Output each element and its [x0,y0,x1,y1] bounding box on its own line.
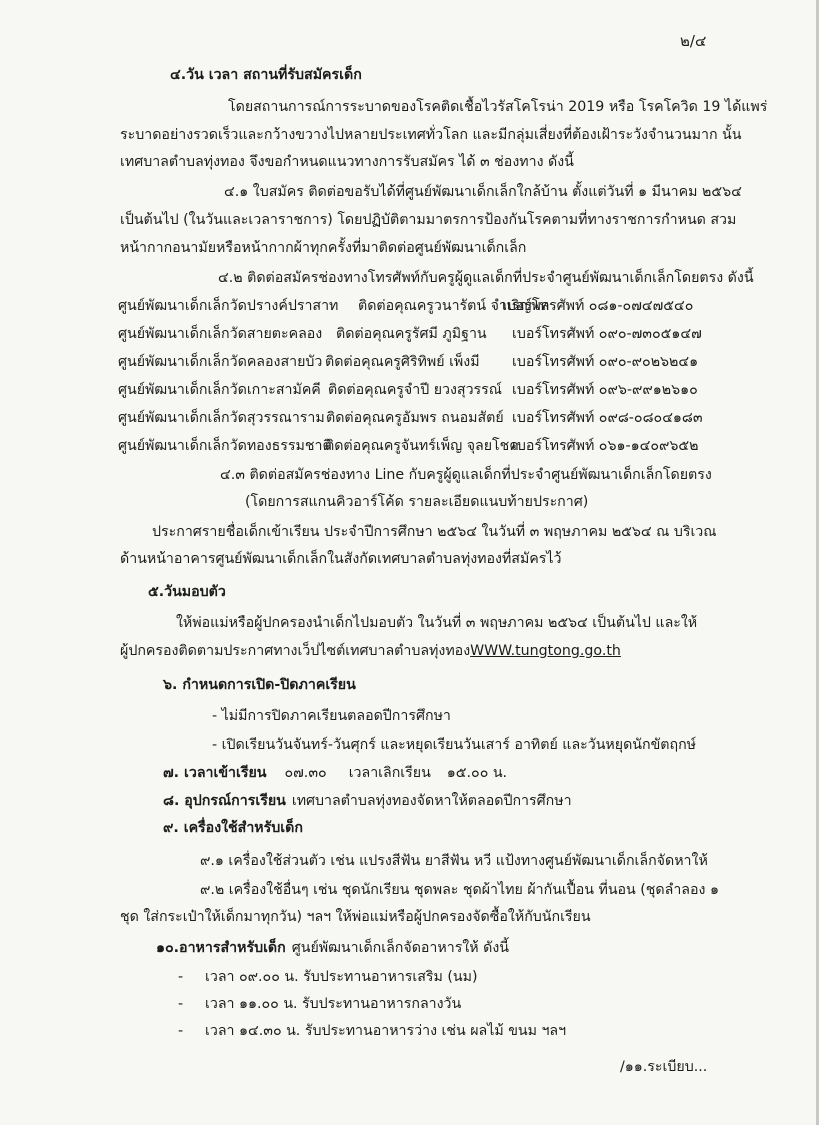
center-row-phone: เบอร์โทรศัพท์ ๐๙๖-๙๙๑๒๖๑๐ [512,382,698,398]
s4-3-line-2: (โดยการสแกนคิวอาร์โค้ด รายละเอียดแนบท้ายประกาศ) [245,494,589,510]
center-row-phone: เบอร์โทรศัพท์ ๐๖๑-๑๔๐๙๖๕๒ [512,438,699,454]
center-row-center: ศูนย์พัฒนาเด็กเล็กวัดทองธรรมชาติ [118,438,332,454]
meal-item: เวลา ๐๙.๐๐ น. รับประทานอาหารเสริม (นม) [205,969,478,985]
page-number: ๒/๔ [680,32,707,50]
s6-item-1: - ไม่มีการปิดภาคเรียนตลอดปีการศึกษา [212,708,451,724]
center-row-phone: เบอร์โทรศัพท์ ๐๙๐-๗๓๐๕๑๔๗ [512,326,702,342]
section-5-heading: ๕.วันมอบตัว [148,584,226,600]
center-row-phone: เบอร์โทรศัพท์ ๐๘๑-๐๗๔๗๕๔๐ [502,298,694,314]
s6-item-2: - เปิดเรียนวันจันทร์-วันศุกร์ และหยุดเรียนวันเสาร์ อาทิตย์ และวันหยุดนักขัตฤกษ์ [212,737,697,753]
section-8-row [163,792,572,810]
meal-item: เวลา ๑๔.๓๐ น. รับประทานอาหารว่าง เช่น ผลไม้ ขนม ฯลฯ [205,1023,567,1039]
section-10-subtitle: ศูนย์พัฒนาเด็กเล็กจัดอาหารให้ ดังนี้ [291,940,509,956]
center-row-center: ศูนย์พัฒนาเด็กเล็กวัดสายตะคลอง [118,326,323,342]
center-row-center: ศูนย์พัฒนาเด็กเล็กวัดคลองสายบัว [118,354,323,370]
s9-2-line-1: ๙.๒ เครื่องใช้อื่นๆ เช่น ชุดนักเรียน ชุดพละ ชุดผ้าไทย ผ้ากันเปื้อน ที่นอน (ชุดลำลอง ๑ [200,882,719,898]
s4-2-intro: ๔.๒ ติดต่อสมัครช่องทางโทรศัพท์กับครูผู้ดูแลเด็กที่ประจำศูนย์พัฒนาเด็กเล็กโดยตรง ดังนี้ [218,270,754,286]
section-4-heading: ๔.วัน เวลา สถานที่รับสมัครเด็ก [170,67,362,83]
start-time: ๐๗.๓๐ [284,765,327,781]
s5-line-2-text: ผู้ปกครองติดตามประกาศทางเว็ปไซต์เทศบาลตำบลทุ่งทอง [120,643,471,659]
section-10-heading [156,939,509,957]
meal-dash: - [178,969,184,985]
s4-intro-line-3: เทศบาลตำบลทุ่งทอง จึงขอกำหนดแนวทางการรับสมัคร ได้ ๓ ช่องทาง ดังนี้ [120,154,574,170]
section-7-row [163,764,507,782]
section-6-heading: ๖. กำหนดการเปิด-ปิดภาคเรียน [163,677,356,693]
website-link[interactable]: WWW.tungtong.go.th [470,643,621,659]
end-time-label: เวลาเลิกเรียน [348,765,431,781]
meal-dash: - [178,996,184,1012]
center-row-contact: ติดต่อคุณครูจันทร์เพ็ญ จุลยโชค [325,438,519,454]
section-9-heading: ๙. เครื่องใช้สำหรับเด็ก [163,820,303,836]
center-row-contact: ติดต่อคุณครูจำปี ยวงสุวรรณ์ [328,382,502,398]
center-row-phone: เบอร์โทรศัพท์ ๐๙๐-๙๐๒๖๒๔๑ [512,354,699,370]
s4-1-line-3: หน้ากากอนามัยหรือหน้ากากผ้าทุกครั้งที่มาติดต่อศูนย์พัฒนาเด็กเล็ก [120,240,527,256]
center-row-contact: ติดต่อคุณครูอัมพร ถนอมสัตย์ [326,410,504,426]
s4-intro-line-1: โดยสถานการณ์การระบาดของโรคติดเชื้อไวรัสโคโรน่า 2019 หรือ โรคโควิด 19 ได้แพร่ [228,99,768,115]
s9-1: ๙.๑ เครื่องใช้ส่วนตัว เช่น แปรงสีฟัน ยาสีฟัน หวี แป้งทางศูนย์พัฒนาเด็กเล็กจัดหาให้ [200,853,708,869]
center-row-phone: เบอร์โทรศัพท์ ๐๙๘-๐๘๐๔๑๘๓ [512,410,703,426]
meal-dash: - [178,1023,184,1039]
s4-1-line-2: เป็นต้นไป (ในวันและเวลาราชการ) โดยปฏิบัติตามมาตรการป้องกันโรคตามที่ทางราชการกำหนด สวม [120,212,737,228]
end-time: ๑๕.๐๐ น. [446,765,508,781]
meal-item: เวลา ๑๑.๐๐ น. รับประทานอาหารกลางวัน [205,996,462,1012]
center-row-center: ศูนย์พัฒนาเด็กเล็กวัดเกาะสามัคคี [118,382,321,398]
section-7-label: ๗. เวลาเข้าเรียน [163,765,267,781]
s5-line-2 [120,642,621,660]
s5-line-1: ให้พ่อแม่หรือผู้ปกครองนำเด็กไปมอบตัว ในวันที่ ๓ พฤษภาคม ๒๕๖๔ เป็นต้นไป และให้ [176,615,698,631]
center-row-center: ศูนย์พัฒนาเด็กเล็กวัดปรางค์ปราสาท [118,298,339,314]
center-row-contact: ติดต่อคุณครูศิริทิพย์ เพ็งมี [325,354,480,370]
s9-2-line-2: ชุด ใส่กระเป๋าให้เด็กมาทุกวัน) ฯลฯ ให้พ่อแม่หรือผู้ปกครองจัดซื้อให้กับนักเรียน [120,909,591,925]
section-10-title: ๑๐.อาหารสำหรับเด็ก [156,940,286,956]
center-row-center: ศูนย์พัฒนาเด็กเล็กวัดสุวรรณาราม [118,410,325,426]
announce-line-2: ด้านหน้าอาคารศูนย์พัฒนาเด็กเล็กในสังกัดเทศบาลตำบลทุ่งทองที่สมัครไว้ [120,551,562,567]
center-row-contact: ติดต่อคุณครูรัศมี ภูมิฐาน [336,326,487,342]
section-8-text: เทศบาลตำบลทุ่งทองจัดหาให้ตลอดปีการศึกษา [291,793,572,809]
section-8-label: ๘. อุปกรณ์การเรียน [163,793,286,809]
announce-line-1: ประกาศรายชื่อเด็กเข้าเรียน ประจำปีการศึกษา ๒๕๖๔ ในวันที่ ๓ พฤษภาคม ๒๕๖๔ ณ บริเวณ [152,524,717,540]
s4-3-line-1: ๔.๓ ติดต่อสมัครช่องทาง Line กับครูผู้ดูแลเด็กที่ประจำศูนย์พัฒนาเด็กเล็กโดยตรง [220,467,712,483]
continuation-note: /๑๑.ระเบียบ... [620,1059,708,1075]
s4-intro-line-2: ระบาดอย่างรวดเร็วและกว้างขวางไปหลายประเทศทั่วโลก และมีกลุ่มเสี่ยงที่ต้องเฝ้าระวังจำนวนมาก นั้น [120,127,742,143]
s4-1-line-1: ๔.๑ ใบสมัคร ติดต่อขอรับได้ที่ศูนย์พัฒนาเด็กเล็กใกล้บ้าน ตั้งแต่วันที่ ๑ มีนาคม ๒๕๖๔ [224,184,742,200]
center-row-contact: ติดต่อคุณครูวนารัตน์ จำเริญพล [358,298,550,314]
